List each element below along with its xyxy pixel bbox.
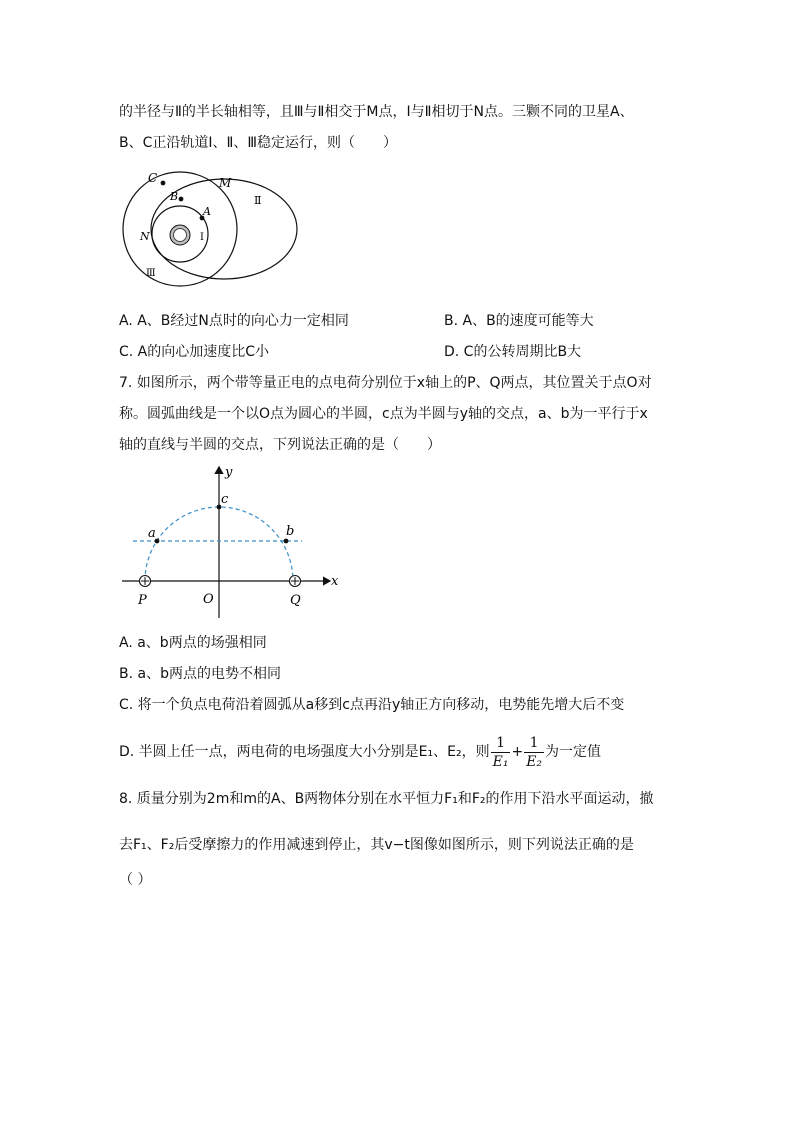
label-b-point: b: [286, 524, 295, 539]
q7-option-b: B. a、b两点的电势不相同: [119, 666, 281, 682]
fraction-1-denominator: E₁: [492, 753, 509, 770]
q6-text-line-1: 的半径与Ⅱ的半长轴相等，且Ⅲ与Ⅱ相交于M点，Ⅰ与Ⅱ相切于N点。三颗不同的卫星A、: [119, 104, 634, 120]
q7-option-d-text: D. 半圆上任一点，两电荷的电场强度大小分别是E₁、E₂，则: [119, 744, 490, 760]
label-p: P: [138, 593, 147, 608]
fraction-1-over-e1: [491, 734, 511, 771]
fraction-2-numerator: 1: [524, 734, 544, 753]
q8-text-line-3: （ ）: [119, 872, 152, 888]
label-m: M: [219, 176, 232, 190]
charge-figure: [112, 462, 347, 622]
label-c: C: [148, 171, 158, 185]
q7-text-line-3: 轴的直线与半圆的交点，下列说法正确的是（ ）: [119, 437, 441, 453]
q6-option-d: D. C的公转周期比B大: [444, 344, 582, 360]
q7-text-line-2: 称。圆弧曲线是一个以O点为圆心的半圆，c点为半圆与y轴的交点，a、b为一平行于x: [119, 406, 648, 422]
q7-text-line-1: 7. 如图所示，两个带等量正电的点电荷分别位于x轴上的P、Q两点，其位置关于点O对: [119, 375, 652, 391]
q6-option-c: C. A的向心加速度比C小: [119, 344, 270, 360]
q6-option-b: B. A、B的速度可能等大: [444, 313, 594, 329]
label-a-point: a: [148, 526, 156, 541]
label-q: Q: [290, 593, 301, 608]
orbit-figure: [112, 165, 302, 290]
fraction-1-over-e2: [524, 734, 544, 771]
plus-sign: +: [511, 744, 524, 760]
label-o: O: [203, 592, 214, 607]
label-c-point: c: [221, 492, 229, 507]
label-a: A: [203, 205, 211, 218]
q7-option-d-suffix: 为一定值: [545, 744, 602, 760]
satellite-b: [179, 197, 184, 202]
label-x: x: [331, 574, 339, 589]
satellite-c: [161, 181, 166, 186]
label-n: N: [140, 230, 150, 243]
q6-text-line-2: B、C正沿轨道Ⅰ、Ⅱ、Ⅲ稳定运行，则（ ）: [119, 135, 398, 151]
fraction-2-denominator: E₂: [526, 753, 543, 770]
q8-text-line-1: 8. 质量分别为2m和m的A、B两物体分别在水平恒力F₁和F₂的作用下沿水平面运动，撤: [119, 791, 654, 807]
point-b: [284, 539, 289, 544]
q7-option-d: [119, 733, 601, 771]
q7-option-c: C. 将一个负点电荷沿着圆弧从a移到c点再沿y轴正方向移动，电势能先增大后不变: [119, 697, 625, 713]
q8-text-line-2: 去F₁、F₂后受摩擦力的作用减速到停止，其v−t图像如图所示，则下列说法正确的是: [119, 837, 634, 853]
fraction-1-numerator: 1: [491, 734, 511, 753]
q7-option-a: A. a、b两点的场强相同: [119, 635, 267, 651]
planet-inner: [174, 229, 187, 242]
label-orbit-iii: Ⅲ: [146, 268, 156, 279]
label-y: y: [225, 465, 233, 480]
label-b: B: [170, 190, 179, 203]
label-orbit-i: Ⅰ: [200, 232, 204, 243]
q6-option-a: A. A、B经过N点时的向心力一定相同: [119, 313, 349, 329]
label-orbit-ii: Ⅱ: [254, 194, 262, 207]
